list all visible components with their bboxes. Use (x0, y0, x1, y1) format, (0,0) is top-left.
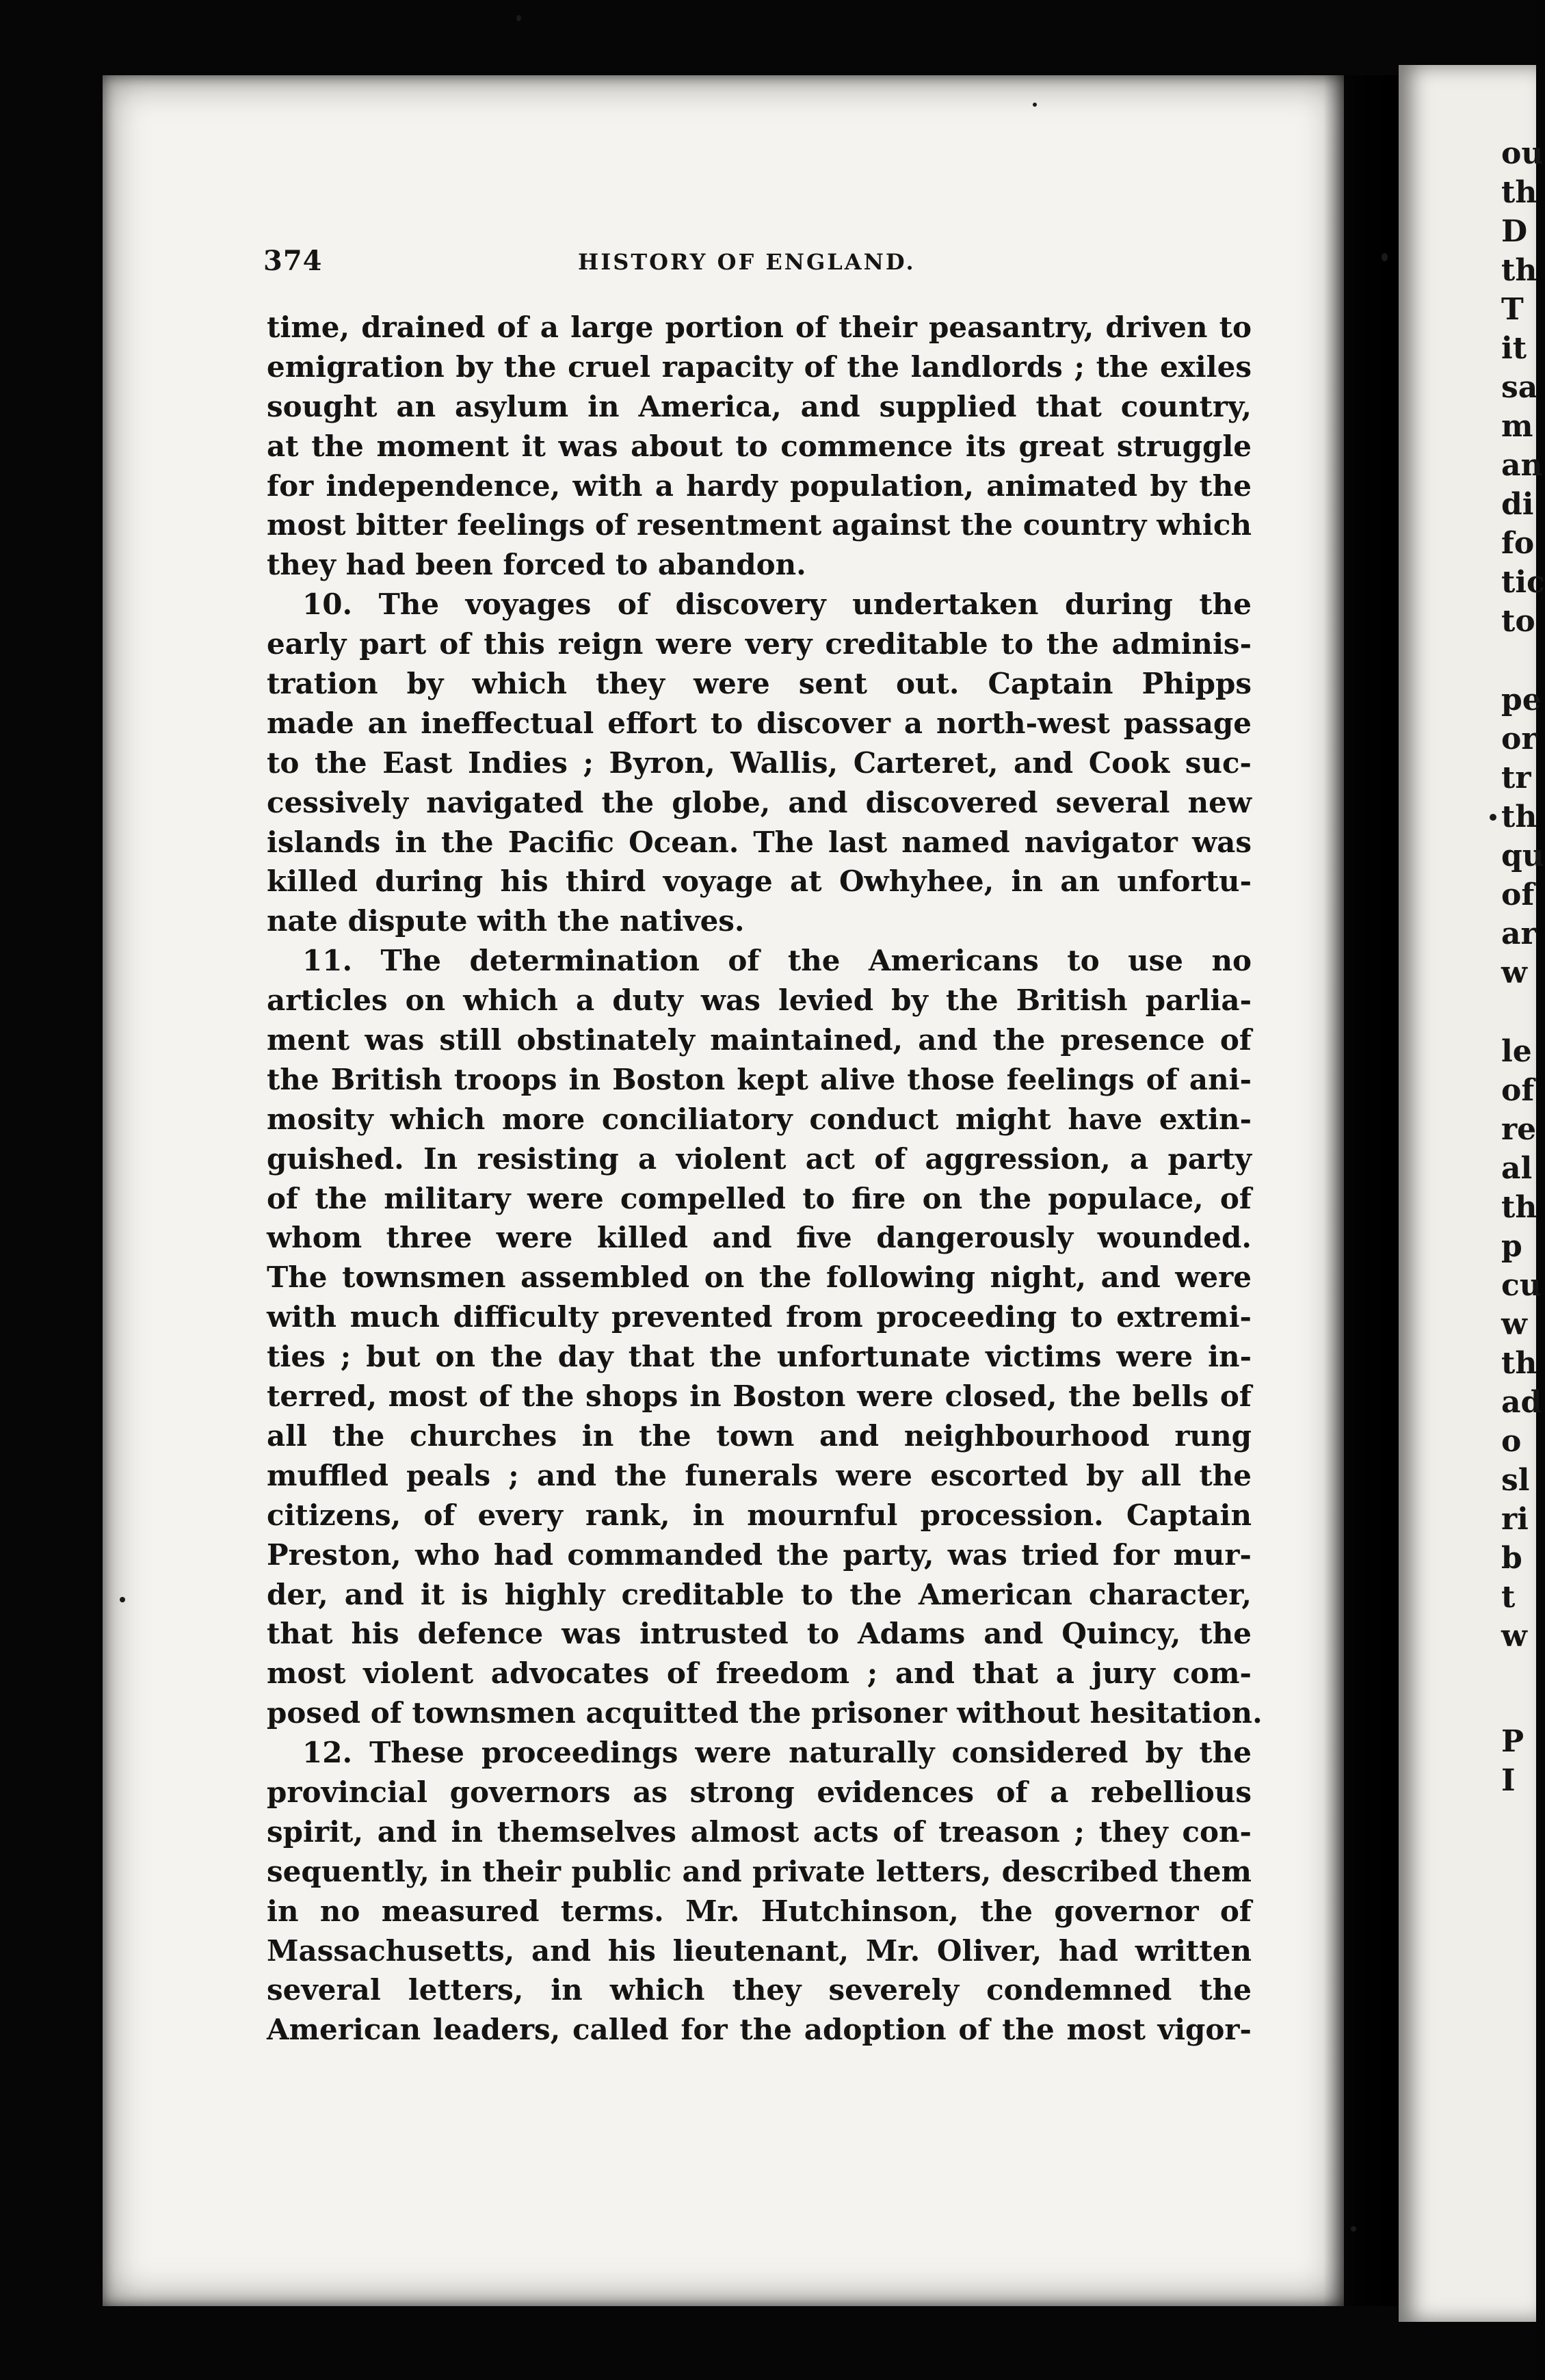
text-line: killed during his third voyage at Owhyhee, in an unfortu- (267, 864, 1252, 899)
text-line: that his defence was intrusted to Adams and Quincy, the (267, 1617, 1252, 1651)
text-line: of the military were compelled to fire on the populace, of (267, 1181, 1252, 1215)
facing-fragment: it (1501, 331, 1527, 366)
facing-fragment: qu (1501, 838, 1544, 873)
facing-fragment: m (1501, 409, 1533, 444)
text-line: to the East Indies ; Byron, Wallis, Carteret, and Cook suc- (267, 745, 1252, 780)
facing-fragment: T (1501, 292, 1524, 327)
facing-fragment: tic (1501, 565, 1545, 600)
text-line: cessively navigated the globe, and discovered several new (267, 785, 1252, 819)
text-line: whom three were killed and five dangerously wounded. (267, 1221, 1252, 1255)
facing-fragment: pe (1501, 683, 1542, 717)
text-line: time, drained of a large portion of their peasantry, driven to (267, 310, 1252, 344)
text-line: tration by which they were sent out. Captain Phipps (267, 667, 1252, 701)
text-line: all the churches in the town and neighbourhood rung (267, 1418, 1252, 1453)
facing-fragment: o (1501, 1424, 1522, 1459)
text-line: nate dispute with the natives. (267, 904, 745, 938)
dust-speck (1382, 253, 1388, 261)
text-line: ties ; but on the day that the unfortunate victims were in- (267, 1340, 1252, 1374)
text-line: muffled peals ; and the funerals were escorted by all the (267, 1458, 1252, 1492)
dust-speck (1033, 103, 1037, 107)
text-line: mosity which more conciliatory conduct might have extin- (267, 1102, 1252, 1136)
text-line: der, and it is highly creditable to the American character, (267, 1577, 1252, 1611)
facing-fragment: D (1501, 214, 1528, 249)
text-line: posed of townsmen acquitted the prisoner without hesitation. (267, 1696, 1263, 1730)
text-line: provincial governors as strong evidences of a rebellious (267, 1775, 1252, 1809)
text-line: most bitter feelings of resentment against the country which (267, 508, 1252, 542)
facing-fragment: I (1501, 1763, 1516, 1798)
facing-fragment: al (1501, 1151, 1533, 1186)
text-line: citizens, of every rank, in mournful procession. Captain (267, 1498, 1252, 1532)
dust-speck (1351, 2226, 1356, 2232)
facing-fragment: w (1501, 1619, 1527, 1654)
facing-fragment: th (1501, 799, 1537, 834)
facing-fragment: w (1501, 955, 1527, 990)
facing-fragment: ou (1501, 136, 1544, 171)
text-line: emigration by the cruel rapacity of the landlords ; the exiles (267, 349, 1252, 384)
facing-fragment: sl (1501, 1463, 1530, 1498)
dust-speck (120, 1597, 125, 1602)
facing-fragment: to (1501, 604, 1535, 639)
facing-fragment: tr (1501, 761, 1531, 795)
text-line: in no measured terms. Mr. Hutchinson, the governor of (267, 1894, 1252, 1928)
text-line: early part of this reign were very creditable to the adminis- (267, 627, 1252, 661)
paragraph-10-start: 10. The voyages of discovery undertaken during the (302, 587, 1252, 622)
facing-fragment: th (1501, 1346, 1537, 1381)
facing-fragment: di (1501, 487, 1534, 522)
facing-fragment: b (1501, 1541, 1522, 1576)
dust-speck (1490, 814, 1496, 821)
facing-fragment: ri (1501, 1502, 1529, 1537)
text-line: for independence, with a hardy population, animated by the (267, 468, 1252, 503)
paragraph-12-start: 12. These proceedings were naturally considered by the (302, 1736, 1252, 1770)
text-line: articles on which a duty was levied by the British parlia- (267, 983, 1252, 1018)
facing-fragment: th (1501, 253, 1537, 288)
text-line: several letters, in which they severely condemned the (267, 1973, 1252, 2007)
paragraph-11-start: 11. The determination of the Americans to use no (302, 944, 1252, 978)
facing-fragment: fo (1501, 526, 1535, 561)
text-line: terred, most of the shops in Boston were closed, the bells of (267, 1379, 1252, 1414)
running-title: HISTORY OF ENGLAND. (578, 249, 916, 275)
facing-fragment: re (1501, 1112, 1537, 1147)
text-line: guished. In resisting a violent act of aggression, a party (267, 1141, 1252, 1176)
text-line: at the moment it was about to commence its great struggle (267, 429, 1252, 463)
text-line: spirit, and in themselves almost acts of treason ; they con- (267, 1814, 1252, 1849)
text-line: they had been forced to abandon. (267, 548, 806, 582)
text-line: The townsmen assembled on the following night, and were (267, 1260, 1252, 1295)
facing-fragment: an (1501, 448, 1543, 483)
text-line: islands in the Pacific Ocean. The last named navigator was (267, 825, 1252, 859)
text-line: most violent advocates of freedom ; and that a jury com- (267, 1656, 1252, 1691)
facing-page (1399, 65, 1545, 2322)
text-line: ment was still obstinately maintained, and the presence of (267, 1023, 1252, 1057)
facing-fragment: ad (1501, 1385, 1542, 1420)
facing-fragment: of (1501, 877, 1535, 912)
facing-fragment: t (1501, 1580, 1516, 1615)
text-line: made an ineffectual effort to discover a north-west passage (267, 706, 1252, 740)
text-line: sequently, in their public and private letters, described them (267, 1854, 1252, 1888)
text-line: Preston, who had commanded the party, was tried for mur- (267, 1537, 1252, 1572)
facing-fragment: ar (1501, 916, 1537, 951)
facing-fragment: of (1501, 1073, 1535, 1108)
facing-fragment: P (1501, 1724, 1524, 1759)
text-line: American leaders, called for the adoption of the most vigor- (267, 2013, 1252, 2047)
gutter-shadow (1323, 75, 1399, 2306)
facing-fragment: p (1501, 1229, 1522, 1264)
text-line: with much difficulty prevented from proceeding to extremi- (267, 1300, 1252, 1334)
dust-speck (516, 15, 521, 21)
text-line: the British troops in Boston kept alive those feelings of ani- (267, 1062, 1252, 1096)
facing-fragment: sa (1501, 370, 1538, 405)
running-head (263, 245, 1248, 279)
body-text (267, 308, 1263, 2050)
facing-fragment: or (1501, 722, 1537, 756)
facing-fragment: th (1501, 175, 1537, 210)
text-line: sought an asylum in America, and supplied that country, (267, 389, 1252, 423)
facing-fragment: le (1501, 1034, 1532, 1069)
text-line: Massachusetts, and his lieutenant, Mr. Oliver, had written (267, 1933, 1252, 1968)
facing-fragment: th (1501, 1190, 1537, 1225)
facing-fragment: cu (1501, 1268, 1542, 1303)
page-number: 374 (263, 245, 323, 277)
facing-fragment: w (1501, 1307, 1527, 1342)
